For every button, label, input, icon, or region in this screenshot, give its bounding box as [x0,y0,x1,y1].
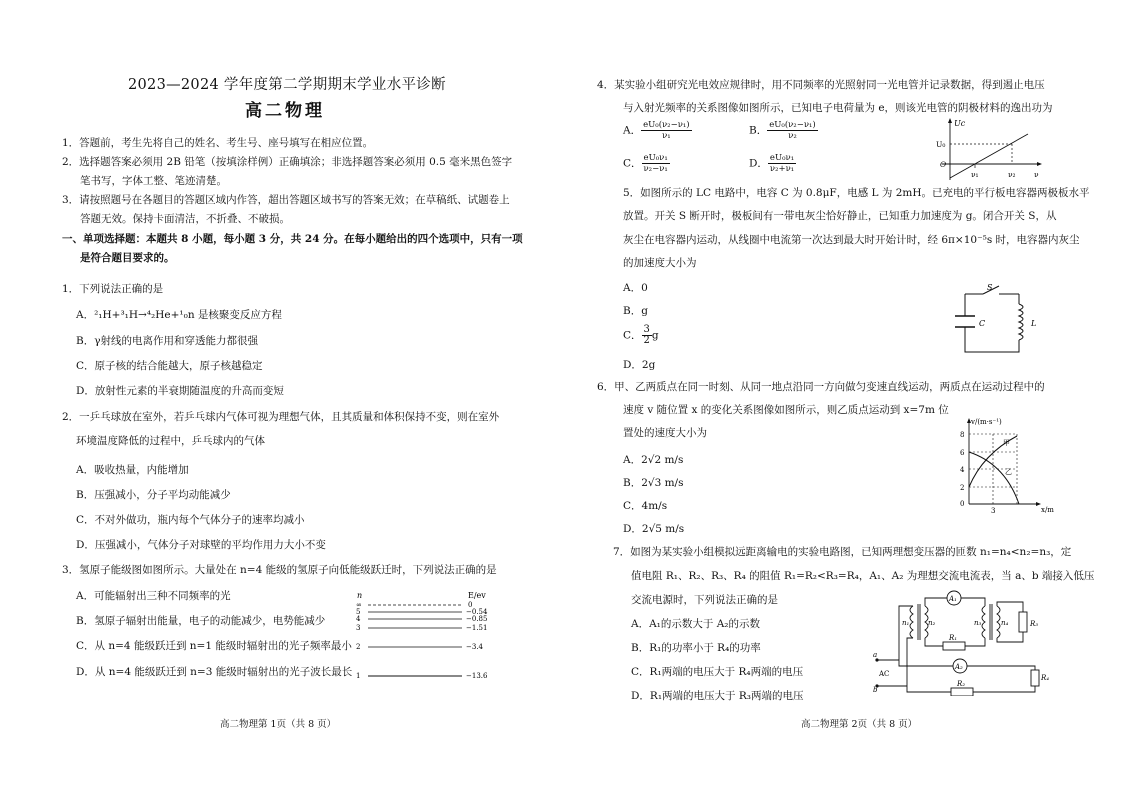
b-label: b [873,686,878,694]
uc-nu-graph [936,116,1046,184]
page-2 [561,0,1122,794]
curve-jia-label: 甲 [1003,439,1010,447]
note-3: 3．请按照题号在各题目的答题区域内作答，超出答题区域书写的答案无效；在草稿纸、试题卷上 [62,194,510,206]
level-n-inf: ∞ [356,601,362,609]
n4-label: n₄ [1001,619,1009,627]
note-3b: 答题无效。保持卡面清洁，不折叠、不破损。 [80,213,290,225]
r3-label: R₃ [1030,620,1039,628]
q2-stem-2: 环境温度降低的过程中，乒乓球内的气体 [76,435,265,447]
wire [965,327,1019,352]
q5-stem-4: 的加速度大小为 [623,257,697,269]
v-x-graph [955,414,1055,514]
q7-stem-3: 交流电源时，下列说法正确的是 [631,594,778,606]
q6-option-a[interactable]: A．2√2 m/s [623,454,684,466]
level-e-1: −13.6 [466,672,488,680]
q5-stem-3: 灰尘在电容器内运动，从线圈中电流第一次达到最大时开始计时，经 6π×10⁻⁵s 时，电容器内灰尘 [623,234,1080,246]
a-label: a [873,651,878,659]
level-e-3: −1.51 [466,624,488,632]
level-e-2: −3.4 [466,643,483,651]
wire [965,638,985,646]
q2-stem: 2．一乒乓球放在室外，若乒乓球内气体可视为理想气体，且其质量和体积保持不变，则在室外 [62,411,500,423]
q7-option-a[interactable]: A．A₁的示数大于 A₂的示数 [631,618,761,630]
resistor-r2 [951,688,973,696]
n3-label: n₃ [974,619,982,627]
q5-option-a[interactable]: A．0 [623,282,648,294]
fraction: $\frac{\text{eU₀ν₁}}{\text{ν₂+ν₁}}$ [769,153,795,174]
page-footer-2: 高二物理第 2页（共 8 页） [801,719,918,730]
level-n-4: 4 [356,615,361,623]
q2-option-c[interactable]: C．不对外做功，瓶内每个气体分子的速率均减小 [76,514,305,526]
q6-option-c[interactable]: C．4m/s [623,500,668,512]
fraction: $\frac{3}{2}$ [643,324,650,346]
lc-circuit [953,282,1043,360]
r2-label: R₂ [957,680,966,688]
switch-label: S [987,283,993,292]
exam-title: 2023—2024 学年度第二学期期末学业水平诊断 [128,77,446,93]
q5-option-b[interactable]: B．g [623,305,648,317]
q1-stem: 1．下列说法正确的是 [62,283,164,295]
r4-label: R₄ [1041,674,1050,682]
inductor-coil [1019,304,1023,340]
section-heading: 一、单项选择题：本题共 8 小题，每小题 3 分，共 24 分。在每小题给出的四个选项中，只有一项 [62,233,523,245]
note-2b: 笔书写，字体工整、笔迹清楚。 [80,175,227,187]
n2-label: n₂ [928,619,936,627]
coil-n4 [997,606,1000,638]
q3-option-b[interactable]: B．氢原子辐射出能量，电子的动能减少，电势能减少 [76,615,326,627]
x-arrow [1037,162,1042,166]
tick-8: 8 [960,431,965,439]
n1-label: n₁ [902,619,910,627]
wire [907,638,913,686]
level-n-5: 5 [356,608,361,616]
energy-level-diagram [350,588,500,686]
wire [925,598,947,606]
wire [899,606,913,660]
fraction: $\frac{\text{eU₀(ν₂−ν₁)}}{\text{ν₂}}$ [769,120,816,141]
level-n-3: 3 [356,624,361,632]
q5-stem-2: 放置。开关 S 断开时，极板间有一带电灰尘恰好静止，已知重力加速度为 g。闭合开关 S，从 [623,210,1057,222]
a1-label: A₁ [949,595,957,603]
q4-option-a[interactable]: A． $\frac{\text{eU₀(ν₂−ν₁)}}{\text{ν₁}}$ [623,120,690,141]
uc-label: Uc [954,119,966,128]
wire [961,598,985,606]
q6-stem-3: 置处的速度大小为 [623,427,707,439]
wire [997,602,1023,612]
resistor-r1 [943,642,965,650]
q4-option-d[interactable]: D． $\frac{\text{eU₀ν₁}}{\text{ν₂+ν₁}}$ [749,153,795,174]
tick-4: 4 [960,466,965,474]
q3-stem: 3．氢原子能级图如图所示。大量处在 n=4 能级的氢原子向低能级跃迁时，下列说法正确的是 [62,564,497,576]
section-heading-2: 是符合题目要求的。 [80,252,175,264]
v-label: ν [1034,170,1039,179]
q7-stem-2: 值电阻 R₁、R₂、R₃、R₄ 的阻值 R₁=R₂<R₃=R₄，A₁、A₂ 为理想交流电流表，当 a、b 端接入低压 [631,570,1095,582]
page-footer-1: 高二物理第 1页（共 8 页） [220,719,337,730]
q1-option-a[interactable]: A．²₁H+³₁H→⁴₂He+¹₀n 是核聚变反应方程 [76,309,282,321]
inductor-label: L [1031,319,1037,328]
x-axis-label: x/m [1041,506,1054,514]
q4-stem-2: 与入射光频率的关系图像如图所示，已知电子电荷量为 e，则该光电管的阴极材料的逸出功为 [623,102,1053,114]
wire [907,686,951,692]
graph-line [950,134,1028,178]
u0-label: U₀ [936,140,946,149]
tick-2: 2 [960,484,965,492]
tick-0: 0 [960,500,965,508]
curve-yi-label: 乙 [1005,468,1012,476]
r1-label: R₁ [949,634,958,642]
wire [997,632,1023,642]
level-e-inf: 0 [468,601,473,609]
q3-option-c[interactable]: C．从 n=4 能级跃迁到 n=1 能级时辐射出的光子频率最小 [76,640,352,652]
q1-option-b[interactable]: B．γ射线的电离作用和穿透能力都很强 [76,335,258,347]
transmission-circuit [873,588,1053,696]
wire [967,666,1035,670]
tick-x3: 3 [991,507,996,514]
fraction: $\frac{\text{eU₀ν₁}}{\text{ν₂−ν₁}}$ [643,153,668,174]
origin-label: O [940,160,947,169]
q2-option-a[interactable]: A．吸收热量，内能增加 [76,464,189,476]
wire [973,686,1035,692]
q1-option-c[interactable]: C．原子核的结合能越大，原子核越稳定 [76,360,263,372]
n-axis-label: n [357,591,363,600]
q2-option-b[interactable]: B．压强减小，分子平均动能减少 [76,489,231,501]
level-e-5: −0.54 [466,608,488,616]
q5-option-c[interactable]: C． $\frac{3}{2}$ g [623,324,659,346]
v2-label: ν₂ [1008,170,1016,179]
coil-n1 [910,606,913,638]
capacitor-label: C [979,319,986,328]
q6-option-d[interactable]: D．2√5 m/s [623,523,685,535]
q7-option-d[interactable]: D．R₁两端的电压大于 R₃两端的电压 [631,690,804,702]
q3-option-d[interactable]: D．从 n=4 能级跃迁到 n=3 能级时辐射出的光子波长最长 [76,666,353,678]
q6-stem-2: 速度 v 随位置 x 的变化关系图像如图所示，则乙质点运动到 x=7m 位 [623,404,949,416]
note-1: 1．答题前，考生先将自己的姓名、考生号、座号填写在相应位置。 [62,137,374,149]
level-n-1: 1 [356,672,361,680]
q4-option-c[interactable]: C． $\frac{\text{eU₀ν₁}}{\text{ν₂−ν₁}}$ [623,153,668,174]
tick-6: 6 [960,449,965,457]
q4-option-b[interactable]: B． $\frac{\text{eU₀(ν₂−ν₁)}}{\text{ν₂}}$ [749,120,816,141]
level-e-4: −0.85 [466,615,488,623]
q7-stem: 7．如图为某实验小组模拟远距离输电的实验电路图，已知两理想变压器的匝数 n₁=n₄<n₂=n₃，定 [613,546,1072,558]
coil-n3 [982,606,985,638]
q5-stem: 5．如图所示的 LC 电路中，电容 C 为 0.8μF，电感 L 为 2mH。已充电的平行板电容器两极板水平 [623,187,1090,199]
q3-option-a[interactable]: A．可能辐射出三种不同频率的光 [76,590,231,602]
q2-option-d[interactable]: D．压强减小，气体分子对球壁的平均作用力大小不变 [76,539,326,551]
a2-label: A₂ [955,663,963,671]
resistor-r3 [1019,612,1027,632]
q1-option-d[interactable]: D．放射性元素的半衰期随温度的升高而变短 [76,385,284,397]
note-2: 2．选择题答案必须用 2B 铅笔（按填涂样例）正确填涂；非选择题答案必须用 0.5 毫米黑色签字 [62,156,513,168]
level-n-2: 2 [356,643,361,651]
resistor-r4 [1031,670,1039,686]
e-axis-label: E/ev [468,591,486,600]
ac-label: AC [879,670,890,678]
fraction: $\frac{\text{eU₀(ν₂−ν₁)}}{\text{ν₁}}$ [643,120,690,141]
q5-option-d[interactable]: D．2g [623,359,656,371]
q7-option-b[interactable]: B．R₁的功率小于 R₄的功率 [631,642,761,654]
q4-stem: 4．某实验小组研究光电效应规律时，用不同频率的光照射同一光电管并记录数据，得到遏止电压 [597,79,1045,91]
q6-option-b[interactable]: B．2√3 m/s [623,477,684,489]
subject-title: 高二物理 [245,101,325,121]
q6-stem: 6．甲、乙两质点在同一时刻、从同一地点沿同一方向做匀变速直线运动，两质点在运动过程中的 [597,381,1045,393]
y-axis-label: v/(m·s⁻¹) [971,418,1002,426]
q7-option-c[interactable]: C．R₁两端的电压大于 R₄两端的电压 [631,666,804,678]
curve-yi [969,452,1019,504]
v1-label: ν₁ [971,170,979,179]
page-1 [0,0,560,794]
y-arrow [948,118,952,123]
wire [925,638,943,646]
